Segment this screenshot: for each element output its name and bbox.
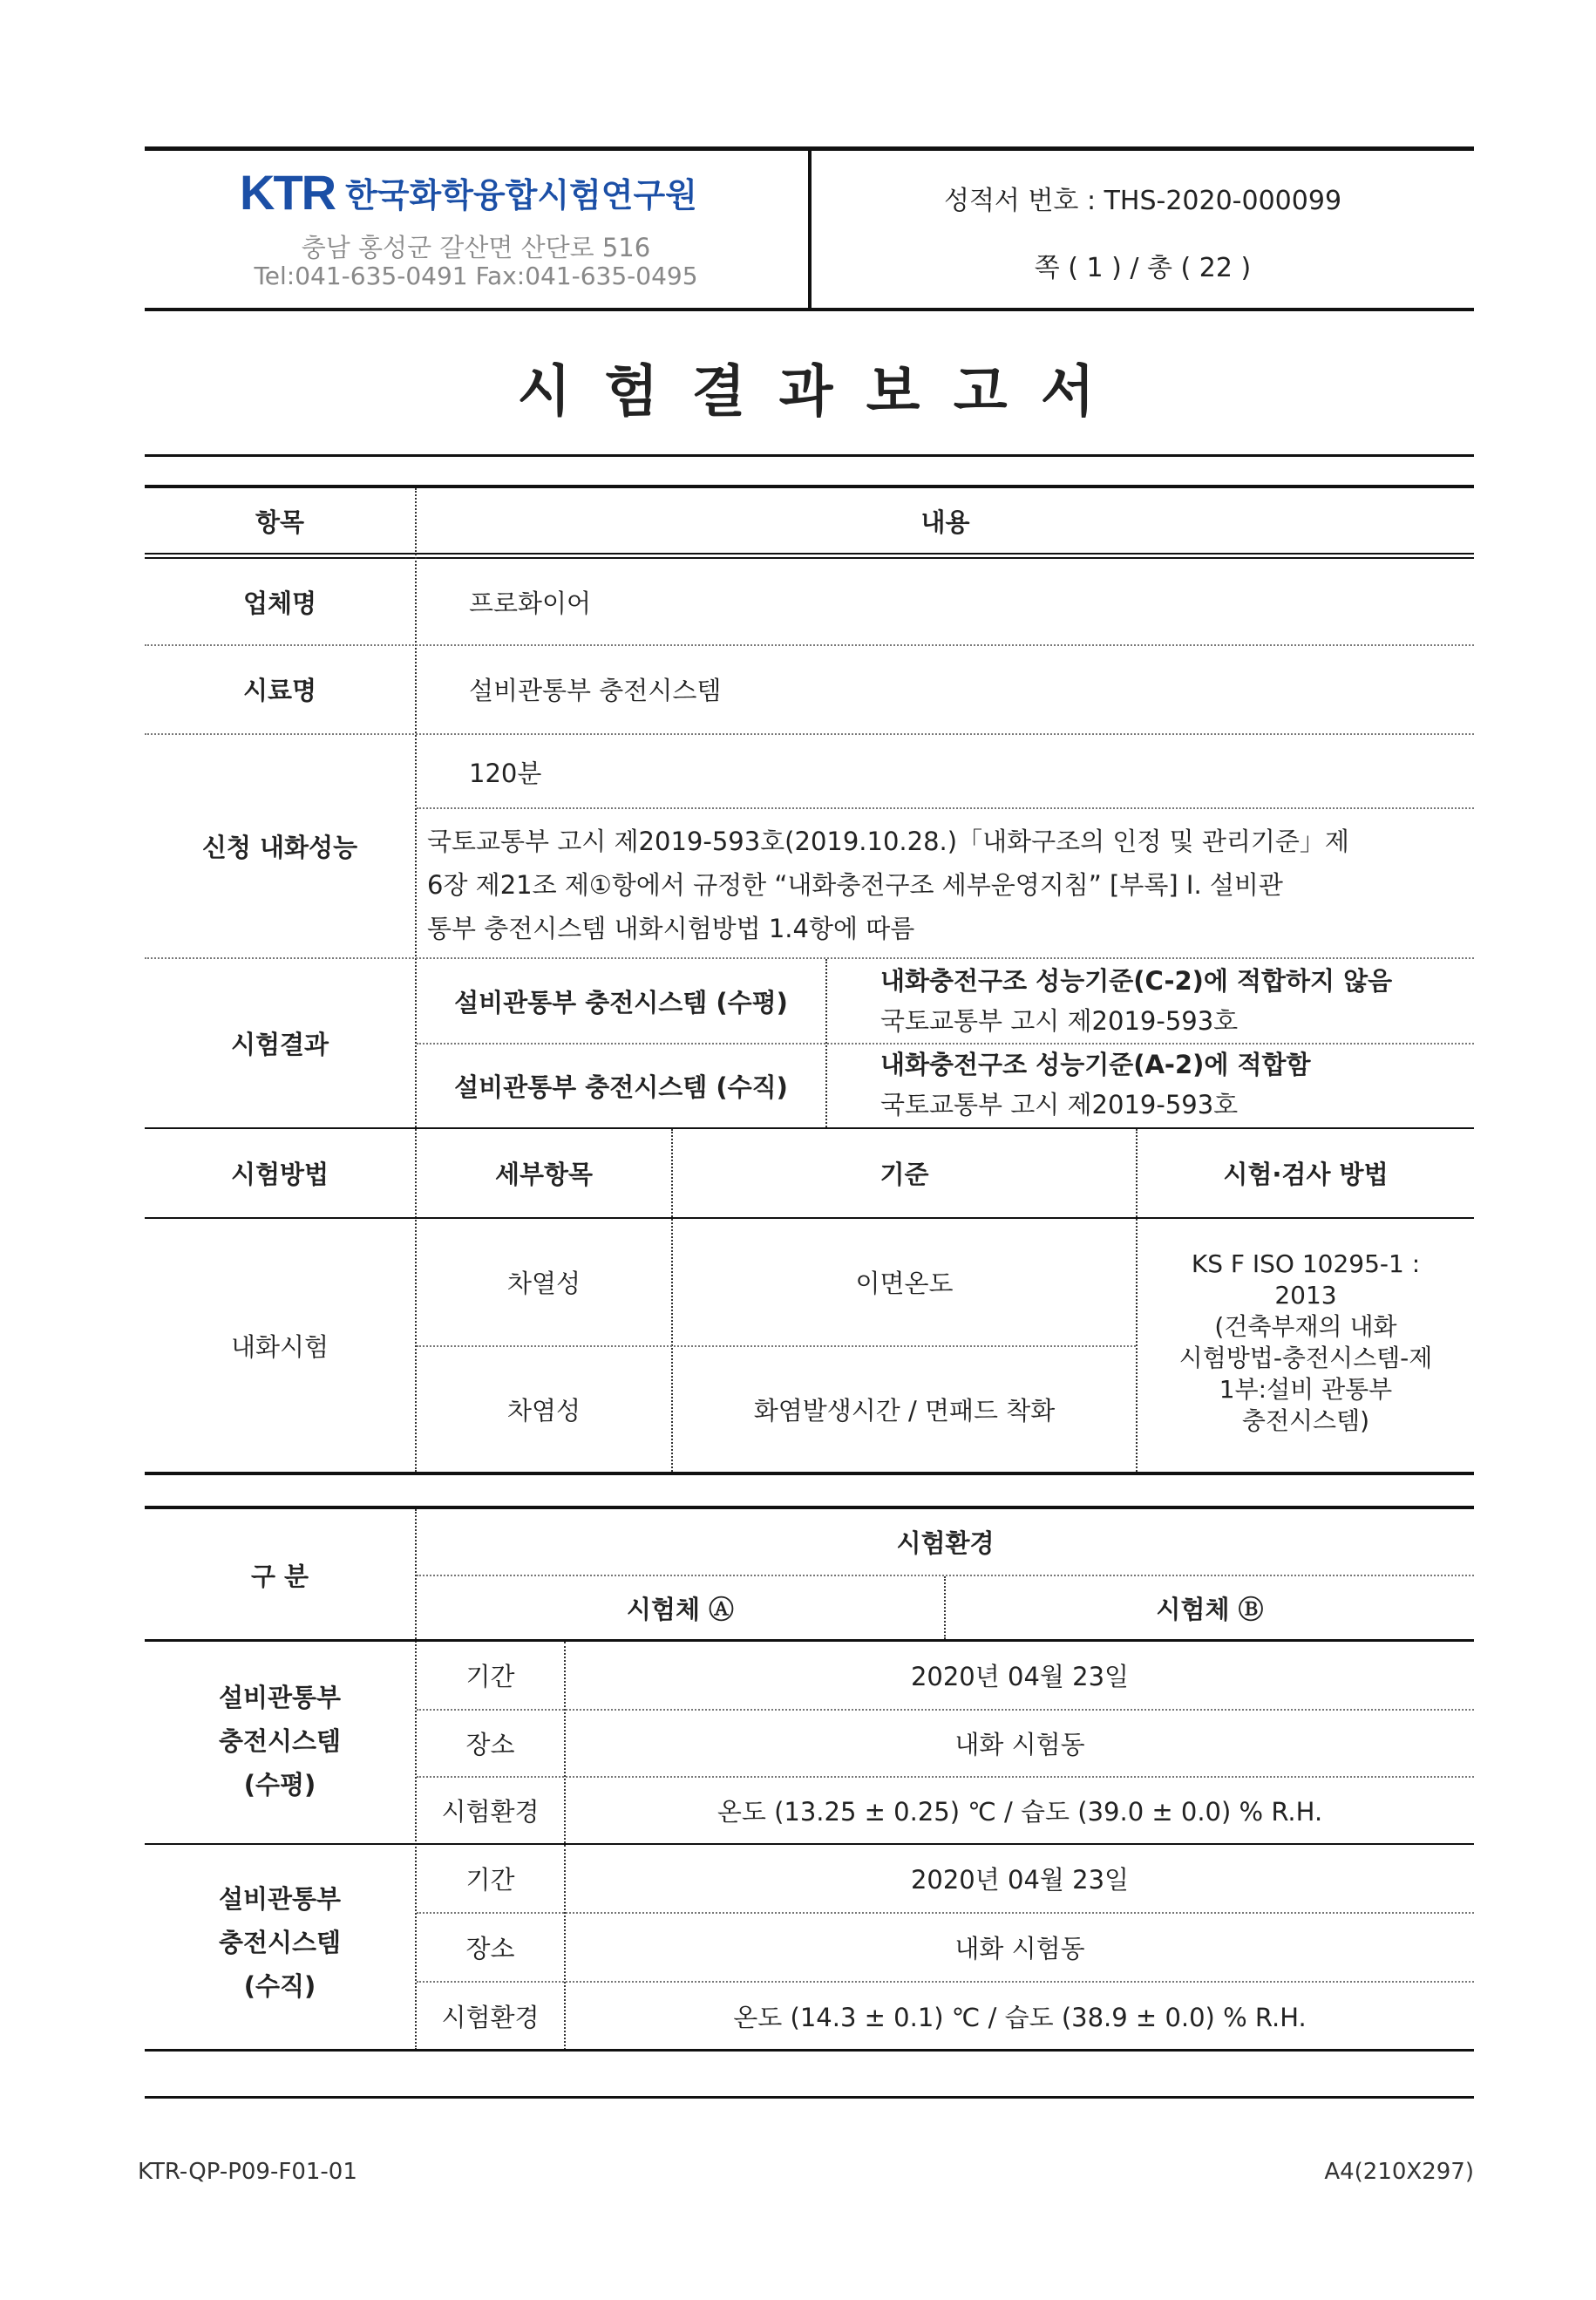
integrity-item: 차염성 <box>506 1396 581 1426</box>
company-value: 프로화이어 <box>469 588 592 618</box>
result-vertical-name: 설비관통부 충전시스템 (수직) <box>454 1072 788 1102</box>
org-logo <box>240 164 697 221</box>
group-line: 충전시스템 <box>218 1928 342 1957</box>
standard-line: 2013 <box>1274 1281 1337 1310</box>
fire-desc-line-1: 국토교통부 고시 제2019-593호(2019.10.28.)「내화구조의 인정 및 관리기준」제 <box>427 827 1349 856</box>
fire-performance-label: 신청 내화성능 <box>201 833 358 862</box>
group-line: 설비관통부 <box>218 1683 342 1712</box>
result-vertical-ref: 국토교통부 고시 제2019-593호 <box>880 1090 1239 1119</box>
category-header: 구 분 <box>250 1561 309 1591</box>
result-horizontal-verdict: 내화충전구조 성능기준(C-2)에 적합하지 않음 <box>880 966 1393 996</box>
form-code: KTR-QP-P09-F01-01 <box>138 2159 357 2185</box>
header-bottom-rule <box>145 308 1474 311</box>
result-horizontal-ref: 국토교통부 고시 제2019-593호 <box>880 1006 1239 1036</box>
group-horizontal <box>145 1676 415 1807</box>
title-rule <box>145 454 1474 457</box>
org-contact: Tel:041-635-0491 Fax:041-635-0495 <box>254 262 698 290</box>
standard-line: (건축부재의 내화 <box>1214 1312 1397 1341</box>
period-label: 기간 <box>465 1865 515 1895</box>
report-number: 성적서 번호 : THS-2020-000099 <box>943 186 1342 216</box>
group-line: (수평) <box>243 1770 316 1800</box>
test-method-label: 시험방법 <box>230 1160 329 1189</box>
group-line: (수직) <box>243 1971 316 2001</box>
environment-header: 시험환경 <box>896 1528 995 1558</box>
ktr-logo: KTR <box>240 165 336 220</box>
col-item-header: 항목 <box>255 507 305 537</box>
group-line: 충전시스템 <box>218 1726 342 1756</box>
standard-line: 1부:설비 관통부 <box>1219 1375 1393 1404</box>
sub-item-header: 세부항목 <box>494 1160 594 1189</box>
sample-value: 설비관통부 충전시스템 <box>469 676 722 705</box>
standard-line: KS F ISO 10295-1 : <box>1191 1249 1421 1278</box>
fire-desc-line-3: 통부 충전시스템 내화시험방법 1.4항에 따름 <box>427 914 915 943</box>
horizontal-environment: 온도 (13.25 ± 0.25) ℃ / 습도 (39.0 ± 0.0) % R.H. <box>717 1797 1323 1827</box>
result-vertical <box>880 1045 1311 1125</box>
vertical-place: 내화 시험동 <box>954 1934 1085 1963</box>
page-count: 쪽 ( 1 ) / 총 ( 22 ) <box>1034 253 1252 283</box>
place-label: 장소 <box>465 1934 515 1963</box>
row-divider <box>417 807 1474 809</box>
period-label: 기간 <box>465 1661 515 1691</box>
page-bottom-rule <box>145 2096 1474 2099</box>
horizontal-period: 2020년 04월 23일 <box>910 1661 1130 1691</box>
vertical-period: 2020년 04월 23일 <box>910 1865 1130 1895</box>
vertical-environment: 온도 (14.3 ± 0.1) ℃ / 습도 (38.9 ± 0.0) % R.H. <box>733 2003 1307 2032</box>
fire-performance-description <box>427 820 1469 950</box>
fire-test-label: 내화시험 <box>230 1331 329 1362</box>
test-standard <box>1138 1249 1474 1437</box>
criteria-header: 기준 <box>879 1160 929 1189</box>
test-result-label: 시험결과 <box>230 1030 329 1059</box>
sample-label: 시료명 <box>242 676 317 705</box>
document-title: 시 험 결 과 보 고 서 <box>517 360 1102 425</box>
header-divider <box>808 148 812 310</box>
group-line: 설비관통부 <box>218 1884 342 1914</box>
t2-bottom-rule <box>145 2049 1474 2052</box>
col-content-header: 내용 <box>920 507 970 537</box>
horizontal-place: 내화 시험동 <box>954 1730 1085 1759</box>
fire-desc-line-2: 6장 제21조 제①항에서 규정한 “내화충전구조 세부운영지침” [부록] Ⅰ. 설비관 <box>427 870 1283 900</box>
place-label: 장소 <box>465 1730 515 1759</box>
group-vertical <box>145 1877 415 2008</box>
result-vertical-verdict: 내화충전구조 성능기준(A-2)에 적합함 <box>880 1050 1311 1079</box>
t1-bottom-rule <box>145 1472 1474 1475</box>
environment-label: 시험환경 <box>441 1797 540 1827</box>
insulation-criteria: 이면온도 <box>855 1268 954 1298</box>
specimen-a-header: 시험체 Ⓐ <box>626 1594 735 1624</box>
company-label: 업체명 <box>242 588 317 618</box>
environment-label: 시험환경 <box>441 2003 540 2032</box>
standard-line: 시험방법-충전시스템-제 <box>1178 1344 1433 1372</box>
result-horizontal-name: 설비관통부 충전시스템 (수평) <box>454 987 788 1017</box>
inspection-method-header: 시험·검사 방법 <box>1223 1160 1389 1189</box>
org-name: 한국화학융합시험연구원 <box>345 176 697 214</box>
fire-performance-time: 120분 <box>469 758 542 788</box>
org-address: 충남 홍성군 갈산면 산단로 516 <box>301 233 651 262</box>
specimen-b-header: 시험체 Ⓑ <box>1156 1594 1264 1624</box>
integrity-criteria: 화염발생시간 / 면패드 착화 <box>753 1396 1056 1426</box>
paper-size: A4(210X297) <box>1324 2159 1474 2185</box>
standard-line: 충전시스템) <box>1241 1406 1370 1435</box>
insulation-item: 차열성 <box>506 1268 581 1298</box>
result-horizontal <box>880 961 1392 1041</box>
